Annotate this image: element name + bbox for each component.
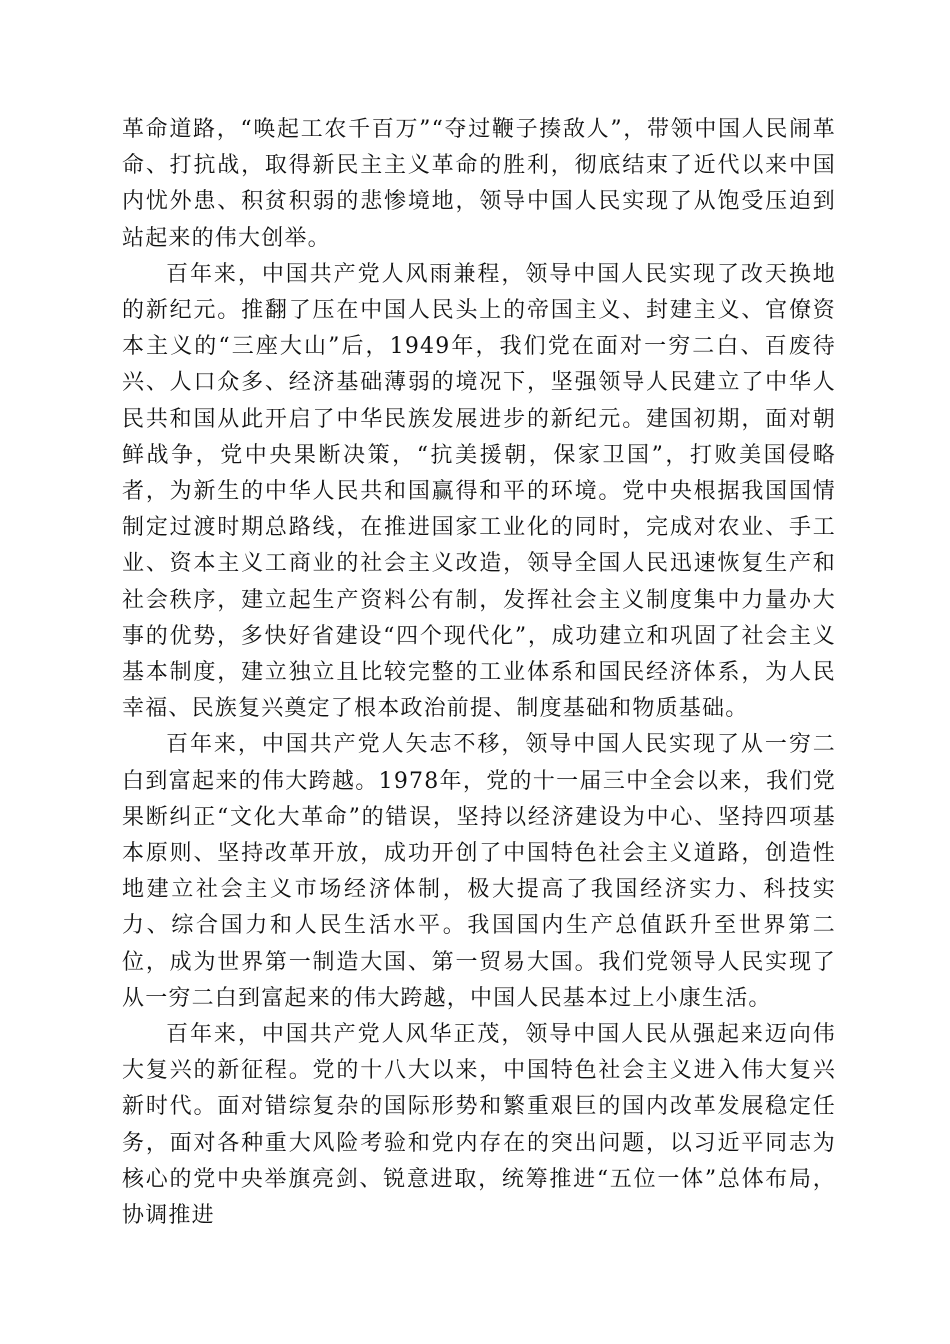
- paragraph-new-era: 百年来，中国共产党人风雨兼程，领导中国人民实现了改天换地的新纪元。推翻了压在中国人民头上的帝国主义、封建主义、官僚资本主义的“三座大山”后，1949年，我们党在面对一穷二白、百废待兴、人口众多、经济基础薄弱的境况下，坚强领导人民建立了中华人民共和国从此开启了中华民族发展进步的新纪元。建国初期，面对朝鲜战争，党中央果断决策，“抗美援朝，保家卫国”，打败美国侵略者，为新生的中华人民共和国赢得和平的环境。党中央根据我国国情制定过渡时期总路线，在推进国家工业化的同时，完成对农业、手工业、资本主义工商业的社会主义改造，领导全国人民迅速恢复生产和社会秩序，建立起生产资料公有制，发挥社会主义制度集中力量办大事的优势，多快好省建设“四个现代化”，成功建立和巩固了社会主义基本制度，建立独立且比较完整的工业体系和国民经济体系，为人民幸福、民族复兴奠定了根本政治前提、制度基础和物质基础。: [122, 261, 836, 722]
- document-body: [122, 112, 836, 1234]
- paragraph-rejuvenation: 百年来，中国共产党人风华正茂，领导中国人民从强起来迈向伟大复兴的新征程。党的十八大以来，中国特色社会主义进入伟大复兴新时代。面对错综复杂的国际形势和繁重艰巨的国内改革发展稳定任务，面对各种重大风险考验和党内存在的突出问题，以习近平同志为核心的党中央举旗亮剑、锐意进取，统筹推进“五位一体”总体布局，协调推进: [122, 1022, 836, 1229]
- paragraph-getting-rich: 百年来，中国共产党人矢志不移，领导中国人民实现了从一穷二白到富起来的伟大跨越。1978年，党的十一届三中全会以来，我们党果断纠正“文化大革命”的错误，坚持以经济建设为中心、坚持四项基本原则、坚持改革开放，成功开创了中国特色社会主义道路，创造性地建立社会主义市场经济体制，极大提高了我国经济实力、科技实力、综合国力和人民生活水平。我国国内生产总值跃升至世界第二位，成为世界第一制造大国、第一贸易大国。我们党领导人民实现了从一穷二白到富起来的伟大跨越，中国人民基本过上小康生活。: [122, 732, 836, 1011]
- paragraph-continuation: 革命道路，“唤起工农千百万”“夺过鞭子揍敌人”，带领中国人民闹革命、打抗战，取得新民主主义革命的胜利，彻底结束了近代以来中国内忧外患、积贫积弱的悲惨境地，领导中国人民实现了从饱受压迫到站起来的伟大创举。: [122, 117, 836, 251]
